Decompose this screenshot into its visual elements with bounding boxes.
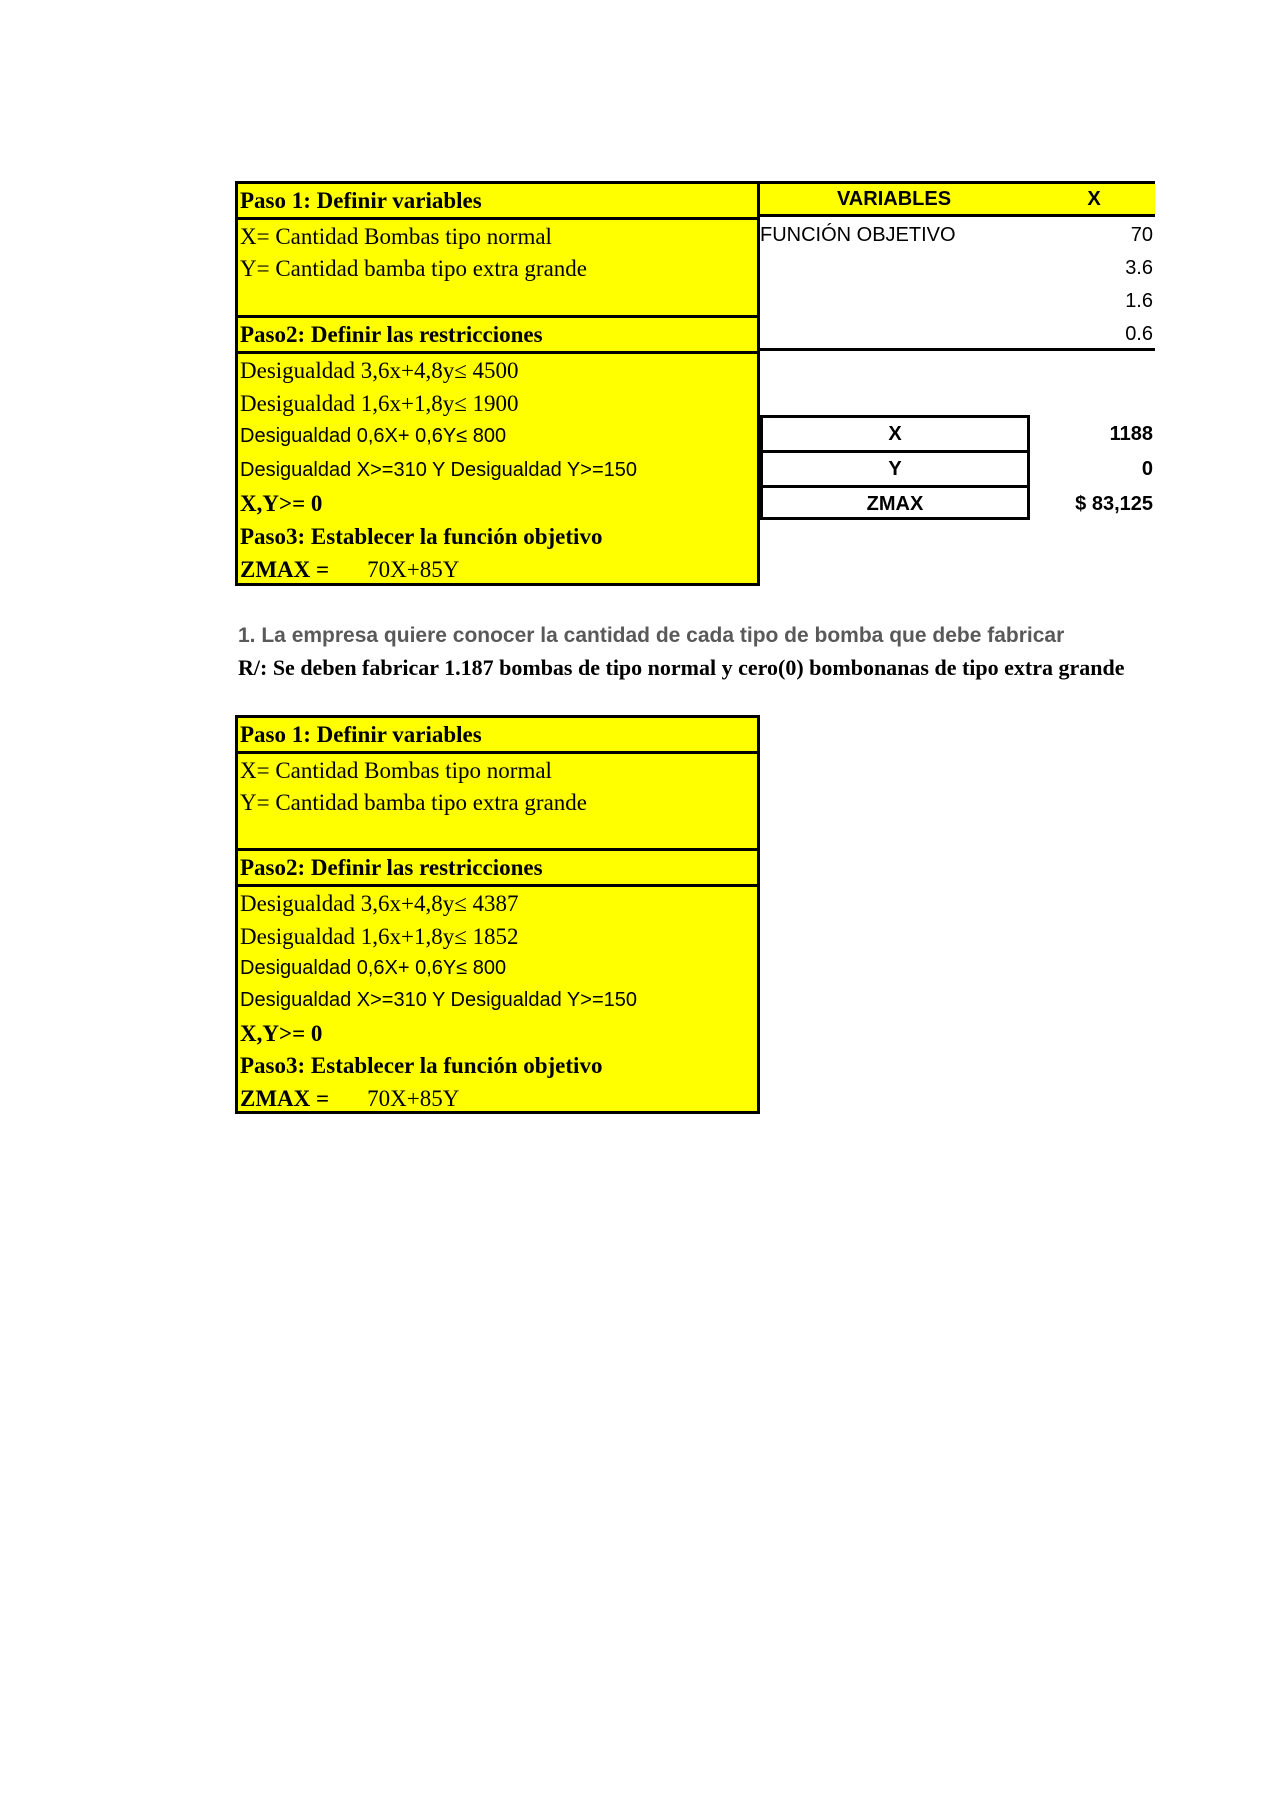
- constraint-1: Desigualdad 3,6x+4,8y≤ 4500: [240, 358, 519, 383]
- step2-heading: Paso2: Definir las restricciones: [240, 855, 543, 880]
- coef-value: 1.6: [1125, 290, 1153, 312]
- step1-heading: Paso 1: Definir variables: [240, 722, 482, 747]
- results-label-column: [760, 415, 1030, 520]
- non-negativity: X,Y>= 0: [240, 491, 323, 516]
- constraint-2: Desigualdad 1,6x+1,8y≤ 1852: [240, 924, 519, 949]
- objective-function-label: FUNCIÓN OBJETIVO: [760, 224, 956, 246]
- answer-text: R/: Se deben fabricar 1.187 bombas de tipo normal y cero(0) bombonanas de tipo extra grande: [238, 655, 1125, 680]
- result-label: X: [888, 423, 902, 445]
- step3-heading: Paso3: Establecer la función objetivo: [240, 524, 603, 549]
- non-negativity: X,Y>= 0: [240, 1021, 323, 1046]
- variable-x-definition: X= Cantidad Bombas tipo normal: [240, 224, 552, 249]
- zmax-label: ZMAX =: [240, 557, 330, 582]
- step1-heading: Paso 1: Definir variables: [240, 188, 482, 213]
- zmax-expression: 70X+85Y: [367, 1086, 460, 1111]
- constraint-2: Desigualdad 1,6x+1,8y≤ 1900: [240, 391, 519, 416]
- variable-x-definition: X= Cantidad Bombas tipo normal: [240, 758, 552, 783]
- table-bottom-border: [760, 348, 1155, 351]
- x-column-header: X: [1087, 188, 1101, 210]
- step2-heading: Paso2: Definir las restricciones: [240, 322, 543, 347]
- constraint-1: Desigualdad 3,6x+4,8y≤ 4387: [240, 891, 519, 916]
- constraint-4: Desigualdad X>=310 Y Desigualdad Y>=150: [240, 459, 638, 481]
- constraint-4: Desigualdad X>=310 Y Desigualdad Y>=150: [240, 989, 638, 1011]
- model-box-1: [235, 181, 760, 586]
- step3-heading: Paso3: Establecer la función objetivo: [240, 1053, 603, 1078]
- result-value-y: 0: [1141, 458, 1153, 480]
- zmax-expression: 70X+85Y: [367, 557, 460, 582]
- model-box-2: [235, 715, 760, 1114]
- result-value-zmax: $ 83,125: [1075, 493, 1153, 515]
- objective-function: [238, 1082, 757, 1115]
- result-label: Y: [888, 458, 902, 480]
- zmax-label: ZMAX =: [240, 1086, 330, 1111]
- result-value-x: 1188: [1109, 423, 1153, 445]
- coef-value: 70: [1130, 224, 1153, 246]
- variable-y-definition: Y= Cantidad bamba tipo extra grande: [240, 790, 587, 815]
- variables-header: VARIABLES: [836, 188, 952, 210]
- constraint-3: Desigualdad 0,6X+ 0,6Y≤ 800: [240, 957, 507, 979]
- result-label: ZMAX: [866, 493, 924, 515]
- objective-function: [238, 553, 757, 586]
- variable-y-definition: Y= Cantidad bamba tipo extra grande: [240, 256, 587, 281]
- coef-value: 3.6: [1125, 257, 1153, 279]
- coef-value: 0.6: [1125, 323, 1153, 345]
- constraint-3: Desigualdad 0,6X+ 0,6Y≤ 800: [240, 425, 507, 447]
- question-text: 1. La empresa quiere conocer la cantidad de cada tipo de bomba que debe fabricar: [238, 624, 1065, 647]
